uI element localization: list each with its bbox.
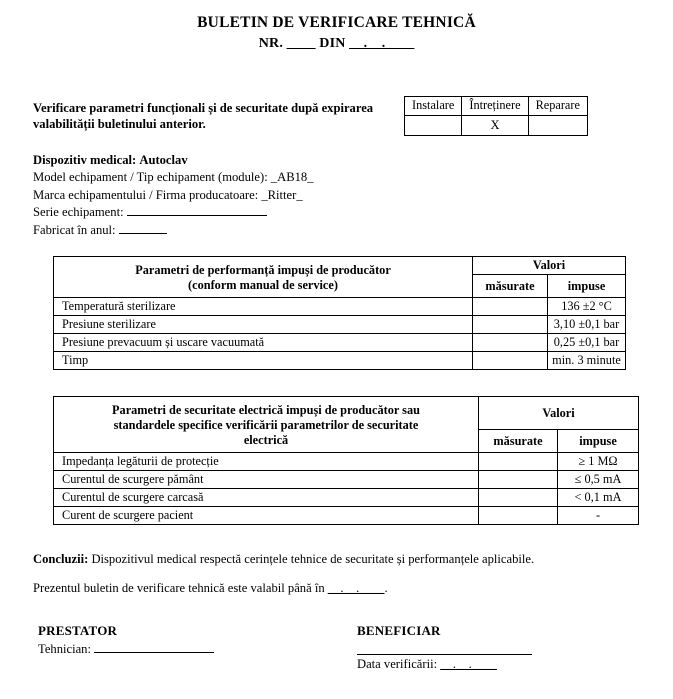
performance-param-1: Presiune sterilizare: [54, 316, 473, 334]
number-prefix-label: NR.: [258, 36, 284, 51]
table-row: [54, 334, 626, 352]
validity-prefix: Prezentul buletin de verificare tehnică este valabil până în: [33, 581, 325, 595]
year-label: Fabricat în anul:: [33, 222, 116, 237]
performance-imposed-1: 3,10 ±0,1 bar: [548, 316, 626, 334]
performance-values-header: Valori: [473, 257, 626, 275]
intervention-mark-instalare[interactable]: [405, 116, 462, 136]
model-label: Model echipament / Tip echipament (module):: [33, 170, 268, 185]
beneficiary-signature-block: [357, 622, 532, 673]
safety-measured-1[interactable]: [479, 471, 558, 489]
verification-date-row: [357, 655, 532, 673]
verification-date-value[interactable]: __.__.____: [440, 657, 497, 671]
serial-row: [33, 204, 314, 221]
model-row: [33, 169, 314, 186]
conclusions-block: [33, 552, 645, 596]
technician-label: Tehnician:: [38, 642, 91, 656]
year-row: [33, 222, 314, 239]
performance-measured-3[interactable]: [473, 352, 548, 370]
technician-value[interactable]: [94, 652, 214, 653]
intervention-mark-row: [405, 116, 588, 136]
safety-header-title: [54, 397, 479, 453]
safety-measured-2[interactable]: [479, 489, 558, 507]
safety-param-3: Curent de scurgere pacient: [54, 507, 479, 525]
performance-param-2: Presiune prevacuum și uscare vacuumată: [54, 334, 473, 352]
performance-imposed-3: min. 3 minute: [548, 352, 626, 370]
table-row: [54, 453, 639, 471]
safety-imposed-0: ≥ 1 MΩ: [558, 453, 639, 471]
beneficiary-title: BENEFICIAR: [357, 623, 441, 638]
safety-subheader-measured: măsurate: [479, 430, 558, 453]
performance-parameters-table: [53, 256, 626, 370]
safety-header-line1: Parametri de securitate electrică impuși de producător sau: [112, 403, 420, 417]
document-number-line: [0, 36, 673, 52]
device-value: Autoclav: [139, 153, 188, 167]
performance-param-3: Timp: [54, 352, 473, 370]
intervention-col-intretinere: Întreținere: [462, 97, 528, 116]
safety-table-body: [54, 453, 639, 525]
device-row: [33, 152, 314, 169]
validity-date-blank[interactable]: __.__.____: [327, 581, 385, 595]
safety-param-2: Curentul de scurgere carcasă: [54, 489, 479, 507]
safety-header-line2: standardele specifice verificării parametrilor de securitate: [113, 418, 419, 432]
table-row: [54, 352, 626, 370]
safety-param-1: Curentul de scurgere pământ: [54, 471, 479, 489]
safety-header-line3: electrică: [243, 433, 289, 447]
provider-signature-block: [38, 622, 214, 658]
conclusions-label: Concluzii:: [33, 552, 89, 566]
table-row: [54, 316, 626, 334]
performance-measured-1[interactable]: [473, 316, 548, 334]
performance-subheader-measured: măsurate: [473, 275, 548, 298]
intervention-mark-reparare[interactable]: [528, 116, 587, 136]
intervention-col-instalare: Instalare: [405, 97, 462, 116]
safety-parameters-table: [53, 396, 639, 525]
device-identification-block: [33, 152, 314, 239]
conclusions-text: Dispozitivul medical respectă cerințele tehnice de securitate și performanțele aplicabile.: [91, 552, 535, 566]
table-row: [54, 507, 639, 525]
conclusions-line: [33, 552, 645, 567]
safety-param-0: Impedanța legăturii de protecție: [54, 453, 479, 471]
serial-value[interactable]: [127, 215, 267, 216]
intro-statement: Verificare parametri funcționali și de securitate după expirarea valabilității buletinului anterior.: [33, 101, 374, 131]
date-blank[interactable]: __.__.____: [349, 36, 415, 51]
model-value[interactable]: _AB18_: [270, 170, 314, 185]
safety-imposed-3: -: [558, 507, 639, 525]
performance-subheader-imposed: impuse: [548, 275, 626, 298]
intervention-mark-intretinere[interactable]: X: [462, 116, 528, 136]
performance-imposed-0: 136 ±2 °C: [548, 298, 626, 316]
intervention-header-row: [405, 97, 588, 116]
date-word-label: DIN: [319, 36, 346, 51]
safety-subheader-imposed: impuse: [558, 430, 639, 453]
validity-suffix: .: [384, 581, 388, 595]
performance-header-line1: Parametri de performanță impuși de producător: [135, 262, 391, 277]
safety-imposed-2: < 0,1 mA: [558, 489, 639, 507]
table-row: [54, 489, 639, 507]
brand-value[interactable]: _Ritter_: [261, 187, 303, 202]
verification-date-label: Data verificării:: [357, 657, 438, 671]
performance-table-body: [54, 298, 626, 370]
performance-imposed-2: 0,25 ±0,1 bar: [548, 334, 626, 352]
safety-imposed-1: ≤ 0,5 mA: [558, 471, 639, 489]
serial-label: Serie echipament:: [33, 205, 124, 220]
table-row: [54, 471, 639, 489]
performance-measured-0[interactable]: [473, 298, 548, 316]
safety-values-header: Valori: [479, 397, 639, 430]
performance-header-line2: (conform manual de service): [188, 277, 338, 292]
number-blank[interactable]: ____: [286, 36, 316, 51]
document-header: [0, 14, 673, 52]
safety-measured-0[interactable]: [479, 453, 558, 471]
intervention-type-table: [404, 96, 588, 136]
performance-measured-2[interactable]: [473, 334, 548, 352]
brand-row: [33, 187, 314, 204]
table-row: [54, 298, 626, 316]
intervention-col-reparare: Reparare: [528, 97, 587, 116]
performance-header-row-main: [54, 257, 626, 275]
safety-header-row-main: [54, 397, 639, 430]
validity-line: [33, 581, 645, 596]
page-title: BULETIN DE VERIFICARE TEHNICĂ: [197, 14, 476, 31]
year-value[interactable]: [119, 233, 167, 234]
technician-row: [38, 640, 214, 658]
device-label: Dispozitiv medical:: [33, 153, 137, 167]
performance-header-title: [54, 257, 473, 298]
provider-title: PRESTATOR: [38, 623, 118, 638]
safety-measured-3[interactable]: [479, 507, 558, 525]
performance-param-0: Temperatură sterilizare: [54, 298, 473, 316]
beneficiary-value[interactable]: [357, 640, 532, 655]
brand-label: Marca echipamentului / Firma producatoare:: [33, 187, 259, 202]
